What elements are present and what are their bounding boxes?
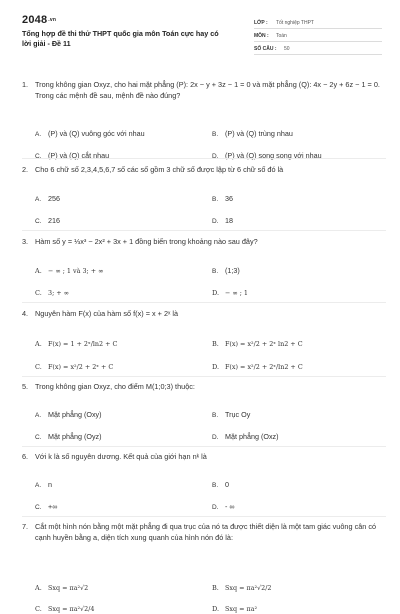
question-body: Cắt một hình nón bằng một mặt phẳng đi qua trục của nó ta được thiết diện là một tam giác vuông cân có cạnh huyền bằng a, diện tích xung quanh của hình nón đó là: xyxy=(35,522,377,542)
question-body: Nguyên hàm F(x) của hàm số f(x) = x + 2ˣ là xyxy=(35,309,179,318)
option-letter: B. xyxy=(212,411,219,419)
answer-option[interactable] xyxy=(212,583,271,593)
question-body: Trong không gian Oxyz, cho điểm M(1;0;3) thuộc: xyxy=(35,382,195,391)
question-text xyxy=(22,452,386,463)
option-letter: B. xyxy=(212,481,219,489)
option-text: Mặt phẳng (Oxz) xyxy=(225,431,279,441)
option-text: n xyxy=(48,479,52,489)
answer-option[interactable] xyxy=(35,604,94,614)
answer-option[interactable] xyxy=(212,339,303,349)
logo-suffix: .vn xyxy=(48,17,57,23)
option-letter: A. xyxy=(35,195,42,203)
question-number: 2. xyxy=(22,165,29,174)
option-letter: C. xyxy=(35,503,42,511)
option-text: 216 xyxy=(48,215,60,225)
answer-option[interactable] xyxy=(35,410,102,421)
meta-label: MÔN : xyxy=(254,33,269,39)
answer-option[interactable] xyxy=(35,480,52,491)
answer-option[interactable] xyxy=(212,502,235,513)
question-number: 7. xyxy=(22,522,29,531)
question-text xyxy=(22,165,386,176)
option-text: (1;3) xyxy=(225,265,240,275)
question-item xyxy=(22,516,386,613)
option-text: (P) và (Q) song song với nhau xyxy=(225,151,322,160)
question-item xyxy=(22,158,386,230)
answer-option[interactable] xyxy=(35,583,88,593)
document-meta xyxy=(254,16,382,55)
question-text xyxy=(22,237,386,248)
question-item xyxy=(22,446,386,516)
question-body: Hàm số y = ⅓x³ − 2x² + 3x + 1 đồng biến trong khoảng nào sau đây? xyxy=(35,237,258,246)
option-letter: C. xyxy=(35,288,42,297)
question-number: 5. xyxy=(22,382,29,391)
answer-option[interactable] xyxy=(35,339,117,349)
meta-label: SỐ CÂU : xyxy=(254,46,277,52)
answer-option[interactable] xyxy=(212,266,240,277)
answer-option[interactable] xyxy=(35,266,103,276)
option-letter: B. xyxy=(212,267,219,275)
answer-option[interactable] xyxy=(212,194,233,205)
question-number: 6. xyxy=(22,452,29,461)
option-letter: B. xyxy=(212,131,219,138)
question-text xyxy=(22,309,386,320)
option-text: Mặt phẳng (Oxy) xyxy=(48,409,102,419)
answer-option[interactable] xyxy=(35,194,60,205)
answer-option[interactable] xyxy=(35,432,102,443)
question-text xyxy=(22,80,386,101)
answer-option[interactable] xyxy=(212,480,229,491)
answer-option[interactable] xyxy=(35,129,145,140)
question-item xyxy=(22,302,386,376)
question-item xyxy=(22,230,386,302)
option-letter: C. xyxy=(35,362,42,371)
logo-text: 2048 xyxy=(22,14,48,26)
option-letter: D. xyxy=(212,433,219,441)
answer-option[interactable] xyxy=(212,432,279,443)
option-text: 0 xyxy=(225,479,229,489)
option-letter: A. xyxy=(35,481,42,489)
answer-option[interactable] xyxy=(212,288,248,298)
meta-value: Tốt nghiệp THPT xyxy=(276,20,314,26)
meta-value: Toán xyxy=(276,33,287,39)
document-title: Tổng hợp đề thi thử THPT quốc gia môn Toán cực hay có lời giải - Đề 11 xyxy=(22,29,219,48)
meta-label: LỚP : xyxy=(254,20,268,26)
option-letter: D. xyxy=(212,362,220,371)
answer-option[interactable] xyxy=(212,604,257,614)
question-number: 4. xyxy=(22,309,29,318)
answer-option[interactable] xyxy=(212,129,293,140)
option-letter: A. xyxy=(35,266,42,275)
question-item xyxy=(22,74,386,158)
option-text: 256 xyxy=(48,193,60,203)
option-letter: D. xyxy=(212,217,219,225)
question-item xyxy=(22,376,386,446)
option-letter: A. xyxy=(35,411,42,419)
question-text xyxy=(22,382,386,393)
option-letter: C. xyxy=(35,153,42,160)
option-text: - ∞ xyxy=(225,501,235,511)
option-text: F(x) = x²/2 + 2ˣ ln2 + C xyxy=(225,339,303,348)
option-text: 3; + ∞ xyxy=(48,288,69,297)
option-text: Sxq = πa²√2/4 xyxy=(48,605,95,613)
option-text: (P) và (Q) cắt nhau xyxy=(48,151,110,160)
meta-grade xyxy=(254,16,382,29)
option-letter: B. xyxy=(212,195,219,203)
option-letter: C. xyxy=(35,605,42,613)
option-text: Sxq = πa²√2/2 xyxy=(225,584,272,592)
question-body: Trong không gian Oxyz, cho hai mặt phẳng (P): 2x − y + 3z − 1 = 0 và mặt phẳng (Q): 4x − 2y + 6z − 1 = 0. Trong các mệnh đề sau, mệnh đề nào đúng? xyxy=(35,80,380,100)
option-letter: A. xyxy=(35,339,42,348)
option-text: F(x) = 1 + 2ˣ/ln2 + C xyxy=(48,339,118,348)
page-header xyxy=(22,14,382,58)
option-letter: B. xyxy=(212,339,219,348)
option-text: Sxq = πa²√2 xyxy=(48,584,89,592)
option-letter: D. xyxy=(212,605,220,613)
question-body: Cho 6 chữ số 2,3,4,5,6,7 số các số gồm 3 chữ số được lập từ 6 chữ số đó là xyxy=(35,165,284,174)
question-body: Với k là số nguyên dương. Kết quả của giới hạn nᵏ là xyxy=(35,452,207,461)
option-text: F(x) = x²/2 + 2ˣ/ln2 + C xyxy=(225,362,303,371)
meta-value: 50 xyxy=(284,46,290,52)
answer-option[interactable] xyxy=(35,216,60,227)
meta-question-count xyxy=(254,42,382,55)
site-logo[interactable] xyxy=(22,14,56,26)
question-text xyxy=(22,522,386,543)
question-number: 3. xyxy=(22,237,29,246)
option-text: Trục Oy xyxy=(225,409,251,419)
option-text: 18 xyxy=(225,215,233,225)
option-text: Mặt phẳng (Oyz) xyxy=(48,431,102,441)
option-letter: D. xyxy=(212,153,219,160)
option-letter: D. xyxy=(212,288,220,297)
answer-option[interactable] xyxy=(35,362,113,372)
answer-option[interactable] xyxy=(212,216,233,227)
option-letter: A. xyxy=(35,584,42,592)
option-text: (P) và (Q) trùng nhau xyxy=(225,129,293,138)
option-text: − ∞ ; 1 và 3; + ∞ xyxy=(48,266,104,275)
answer-option[interactable] xyxy=(212,362,303,372)
answer-option[interactable] xyxy=(35,288,69,298)
option-letter: C. xyxy=(35,433,42,441)
answer-option[interactable] xyxy=(212,410,250,421)
question-number: 1. xyxy=(22,80,29,89)
option-text: − ∞ ; 1 xyxy=(225,288,248,297)
option-text: (P) và (Q) vuông góc với nhau xyxy=(48,129,145,138)
meta-subject xyxy=(254,29,382,42)
option-text: Sxq = πa² xyxy=(225,605,258,613)
option-letter: B. xyxy=(212,584,219,592)
answer-option[interactable] xyxy=(35,502,57,513)
option-text: 36 xyxy=(225,193,233,203)
option-letter: A. xyxy=(35,131,42,138)
option-letter: C. xyxy=(35,217,42,225)
option-letter: D. xyxy=(212,503,219,511)
option-text: F(x) = x²/2 + 2ˣ + C xyxy=(48,362,114,371)
question-list xyxy=(22,74,386,613)
option-text: +∞ xyxy=(48,501,58,511)
